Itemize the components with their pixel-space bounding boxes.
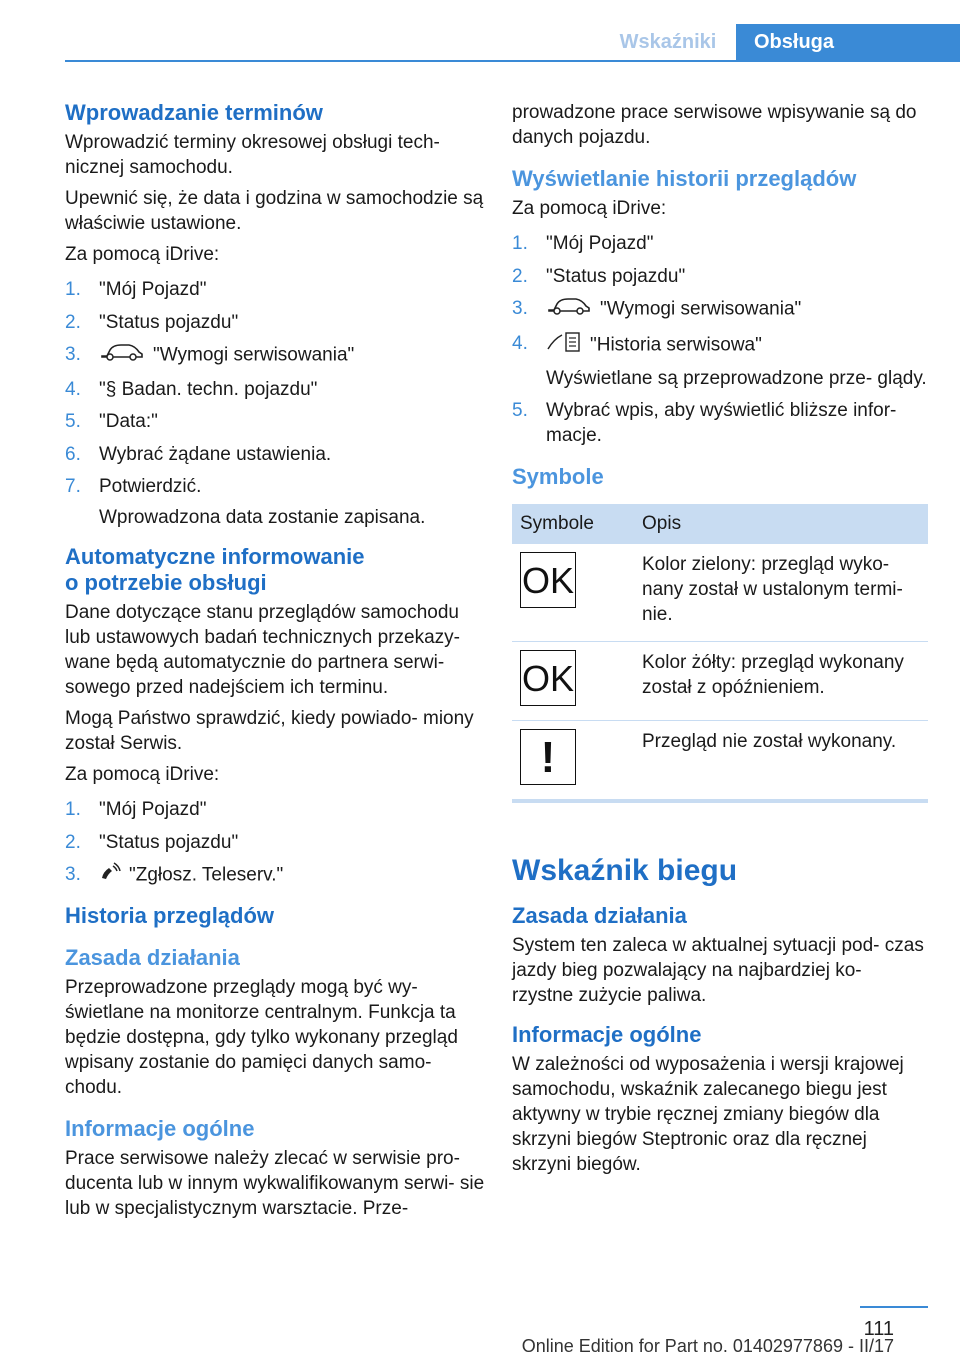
heading-wprowadzanie-terminow: Wprowadzanie terminów xyxy=(65,100,323,125)
list-item: 1. "Mój Pojazd" xyxy=(512,233,654,254)
list-item: 7. Potwierdzić. Wprowadzona data zostanie zapisana. xyxy=(65,474,485,530)
list-item: 4. "Historia serwisowa" Wyświetlane są przeprowadzone prze- glądy. xyxy=(512,332,927,389)
table-header-row xyxy=(512,504,928,544)
row-description: Kolor żółty: przegląd wykonany został z opóźnieniem. xyxy=(634,642,928,721)
car-service-icon xyxy=(546,296,592,323)
paragraph: Mogą Państwo sprawdzić, kiedy powiado- miony został Serwis. xyxy=(65,708,474,754)
list-item: 5. Wybrać wpis, aby wyświetlić bliższe infor- macje. xyxy=(512,400,897,446)
row-description: Kolor zielony: przegląd wyko- nany został w ustalonym termi- nie. xyxy=(634,544,928,642)
phone-signal-icon xyxy=(99,862,121,889)
steps-list-3 xyxy=(512,231,928,448)
paragraph: Przeprowadzone przeglądy mogą być wy- świetlane na monitorze centralnym. Funkcja ta będzie dostępna, gdy tylko wykonany przegląd wpisany zostanie do pamięci danych samo- chodu. xyxy=(65,977,458,1098)
paragraph: W zależności od wyposażenia i wersji krajowej samochodu, wskaźnik zalecanego biegu jest aktywny w trybie ręcznej zmiany biegów dla skrzyni biegów Steptronic oraz dla ręcznej skrzyni biegów. xyxy=(512,1054,904,1175)
ok-green-symbol: OK xyxy=(520,552,576,608)
ok-yellow-symbol: OK xyxy=(520,650,576,706)
list-item: 2. "Status pojazdu" xyxy=(512,265,686,287)
list-item: 3. "Wymogi serwisowania" xyxy=(512,296,928,323)
left-column xyxy=(65,100,485,1227)
list-item: 3. "Zgłosz. Teleserv." xyxy=(65,862,485,889)
steps-list-2 xyxy=(65,797,485,889)
column-header-symbole: Symbole xyxy=(512,504,634,544)
paragraph: Za pomocą iDrive: xyxy=(65,244,220,265)
list-item: 1. "Mój Pojazd" xyxy=(65,799,207,820)
header-rule xyxy=(65,60,960,62)
column-header-opis: Opis xyxy=(634,504,928,544)
edition-footer: Online Edition for Part no. 01402977869 - II/17 xyxy=(521,1336,894,1356)
list-item: 2. "Status pojazdu" xyxy=(65,311,239,333)
subheading-informacje-ogolne: Informacje ogólne xyxy=(512,1022,702,1047)
row-description: Przegląd nie został wykonany. xyxy=(634,721,928,802)
paragraph: Wprowadzić terminy okresowej obsługi tech- nicznej samochodu. xyxy=(65,132,440,178)
list-item: 5. "Data:" xyxy=(65,411,158,432)
footer-rule xyxy=(860,1306,928,1308)
right-column xyxy=(512,100,928,1183)
table-row xyxy=(512,642,928,721)
list-item: 6. Wybrać żądane ustawienia. xyxy=(65,443,332,465)
subheading-zasada-dzialania: Zasada działania xyxy=(512,903,687,928)
steps-list-1 xyxy=(65,277,485,530)
list-item: 4. "§ Badan. techn. pojazdu" xyxy=(65,378,318,400)
step-note: Wyświetlane są przeprowadzone prze- glądy. xyxy=(546,367,927,389)
paragraph: prowadzone prace serwisowe wpisywanie są do danych pojazdu. xyxy=(512,102,917,148)
paragraph: Za pomocą iDrive: xyxy=(65,764,220,785)
heading-wskaznik-biegu: Wskaźnik biegu xyxy=(512,854,738,887)
heading-historia-przegladow: Historia przeglądów xyxy=(65,903,275,928)
page-number: 111 xyxy=(863,1318,894,1340)
symbols-table xyxy=(512,504,928,803)
table-row xyxy=(512,544,928,642)
step-note: Wprowadzona data zostanie zapisana. xyxy=(99,507,426,528)
subheading-wyswietlanie-historii: Wyświetlanie historii przeglądów xyxy=(512,166,857,191)
subheading-zasada-dzialania: Zasada działania xyxy=(65,945,240,970)
subheading-informacje-ogolne: Informacje ogólne xyxy=(65,1116,255,1141)
paragraph: Upewnić się, że data i godzina w samochodzie są właściwie ustawione. xyxy=(65,188,484,234)
paragraph: Za pomocą iDrive: xyxy=(512,198,667,219)
list-item: 2. "Status pojazdu" xyxy=(65,831,239,853)
paragraph: Dane dotyczące stanu przeglądów samochodu lub ustawowych badań technicznych przekazy- wane będą automatycznie do partnera serwi- sowego przed nadejściem ich terminu. xyxy=(65,602,460,698)
tab-wskazniki[interactable]: Wskaźniki xyxy=(619,31,717,53)
car-service-icon xyxy=(99,342,145,369)
list-item: 1. "Mój Pojazd" xyxy=(65,279,207,300)
heading-automatyczne-informowanie: Automatyczne informowanie o potrzebie obsługi xyxy=(65,544,365,595)
subheading-symbole: Symbole xyxy=(512,464,604,489)
exclamation-symbol: ! xyxy=(520,729,576,785)
tab-obsluga[interactable]: Obsługa xyxy=(736,24,960,61)
service-history-icon xyxy=(546,331,582,360)
paragraph: System ten zaleca w aktualnej sytuacji pod- czas jazdy bieg pozwalający na najbardziej ko- rzystne zużycie paliwa. xyxy=(512,935,924,1006)
paragraph: Prace serwisowe należy zlecać w serwisie pro- ducenta lub w innym wykwalifikowanym serwi- sie lub w specjalistycznym warsztacie. Prze- xyxy=(65,1148,485,1219)
table-row xyxy=(512,721,928,802)
list-item: 3. "Wymogi serwisowania" xyxy=(65,342,485,369)
